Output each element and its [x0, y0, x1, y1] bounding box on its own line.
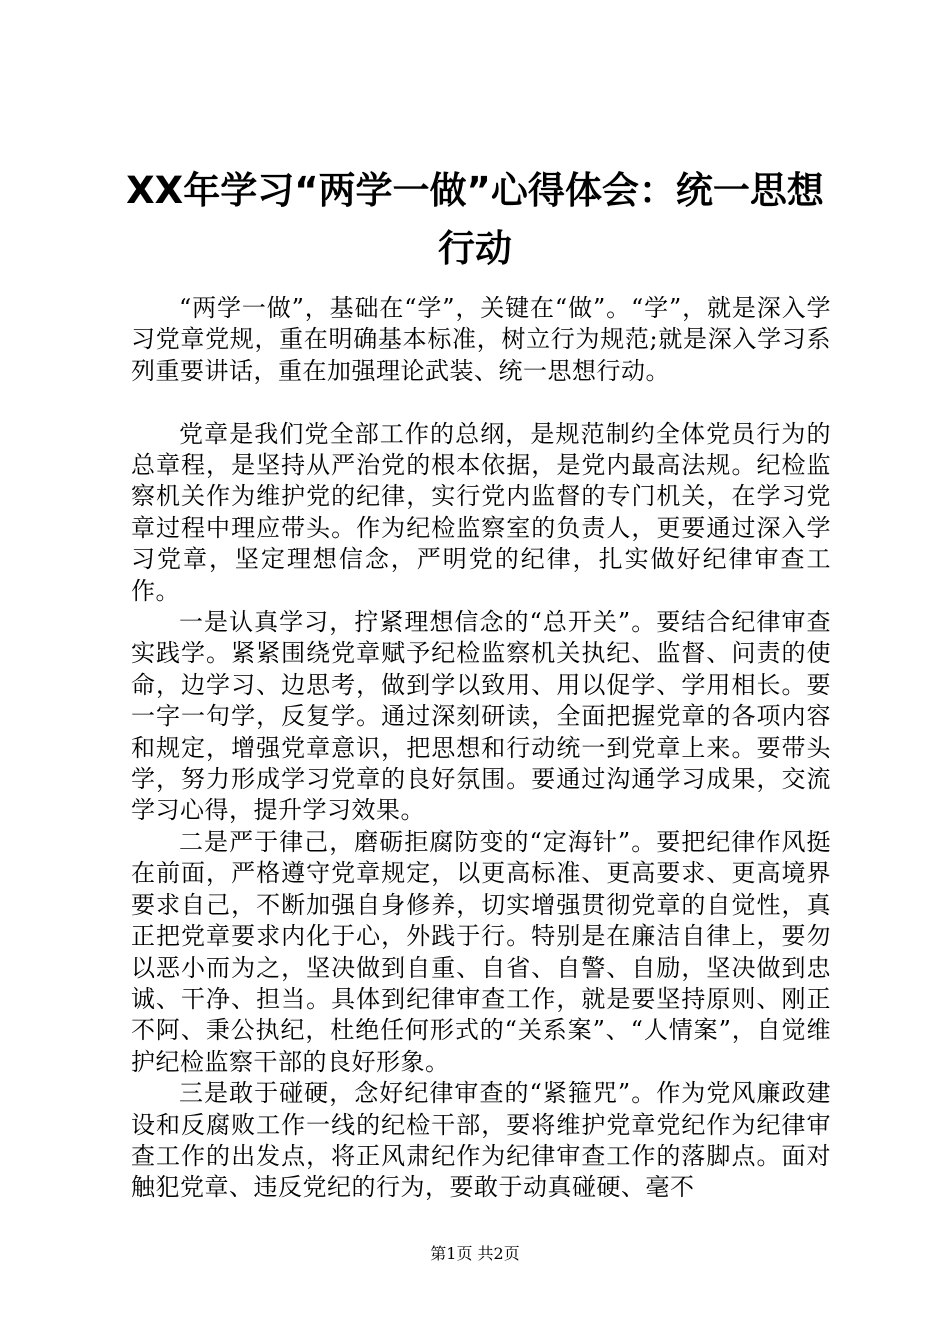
paragraph-intro: “两学一做”，基础在“学”，关键在“做”。“学”，就是深入学习党章党规，重在明确基本标准，树立行为规范;就是深入学习系列重要讲话，重在加强理论武装、统一思想行动。 [131, 294, 831, 385]
paragraph-point-two: 二是严于律己，磨砺拒腐防变的“定海针”。要把纪律作风挺在前面，严格遵守党章规定，以更高标准、更高要求、更高境界要求自己，不断加强自身修养，切实增强贯彻党章的自觉性，真正把党章要求内化于心，外践于行。特别是在廉洁自律上，要勿以恶小而为之，坚决做到自重、自省、自警、自励，坚决做到忠诚、干净、担当。具体到纪律审查工作，就是要坚持原则、刚正不阿、秉公执纪，杜绝任何形式的“关系案”、“人情案”，自觉维护纪检监察干部的良好形象。 [131, 827, 831, 1076]
paragraph-party-constitution: 党章是我们党全部工作的总纲，是规范制约全体党员行为的总章程，是坚持从严治党的根本依据，是党内最高法规。纪检监察机关作为维护党的纪律，实行党内监督的专门机关，在学习党章过程中理应带头。作为纪检监察室的负责人，更要通过深入学习党章，坚定理想信念，严明党的纪律，扎实做好纪律审查工作。 [131, 419, 831, 605]
paragraph-point-three: 三是敢于碰硬，念好纪律审查的“紧箍咒”。作为党风廉政建设和反腐败工作一线的纪检干部，要将维护党章党纪作为纪律审查工作的出发点，将正风肃纪作为纪律审查工作的落脚点。面对触犯党章、违反党纪的行为，要敢于动真碰硬、毫不 [131, 1079, 831, 1202]
document-body [131, 293, 831, 1204]
paragraph-point-one: 一是认真学习，拧紧理想信念的“总开关”。要结合纪律审查实践学。紧紧围绕党章赋予纪检监察机关执纪、监督、问责的使命，边学习、边思考，做到学以致用、用以促学、学用相长。要一字一句学，反复学。通过深刻研读，全面把握党章的各项内容和规定，增强党章意识，把思想和行动统一到党章上来。要带头学，努力形成学习党章的良好氛围。要通过沟通学习成果，交流学习心得，提升学习效果。 [131, 608, 831, 825]
document-title: XX年学习“两学一做”心得体会：统一思想行动 [126, 169, 824, 270]
page-footer: 第1页 共2页 [430, 1244, 520, 1263]
